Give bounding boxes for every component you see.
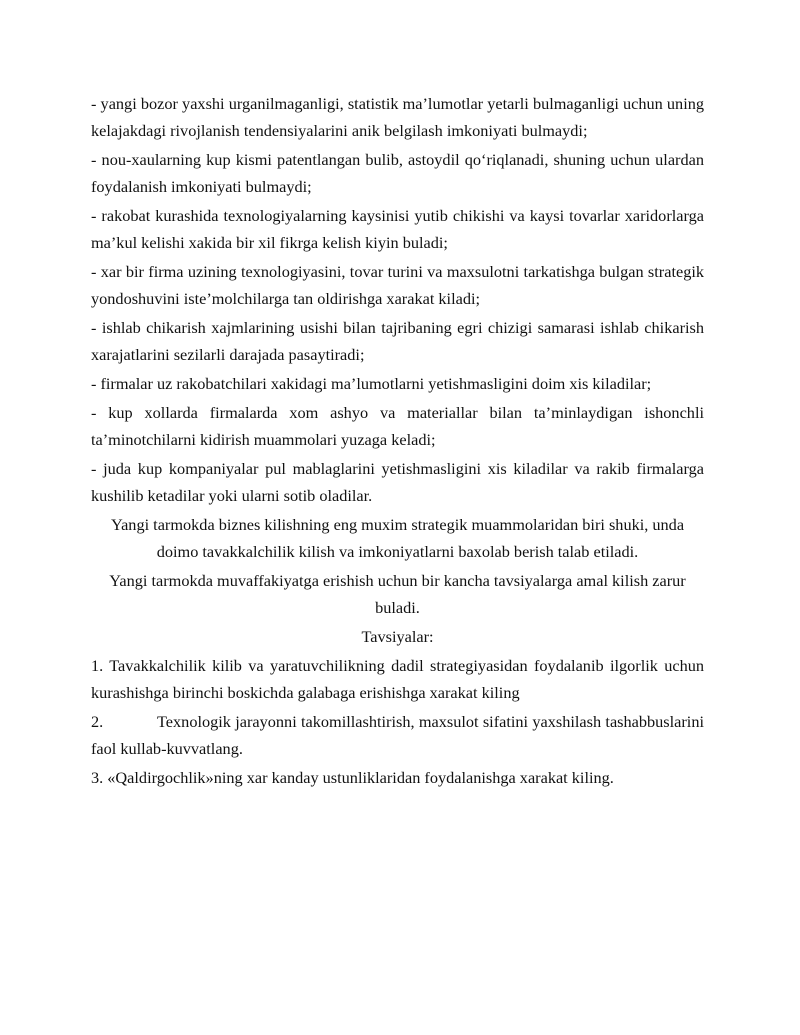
recommendation-text: Texnologik jarayonni takomillashtirish, maxsulot sifatini yaxshilash tashabbuslarini faol kullab-kuvvatlang. (91, 712, 704, 758)
recommendations-heading: Tavsiyalar: (361, 627, 434, 646)
recommendation-item: 3. «Qaldirgochlik»ning xar kanday ustunliklaridan foydalanishga xarakat kiling. (91, 768, 614, 787)
bullet-paragraph: - juda kup kompaniyalar pul mablaglarini yetishmasligini xis kiladilar va rakib firmalarga kushilib ketadilar yoki ularni sotib oladilar. (91, 459, 704, 505)
bullet-paragraph: - xar bir firma uzining texnologiyasini, tovar turini va maxsulotni tarkatishga bulgan strategik yondoshuvini iste’molchilarga tan oldirishga xarakat kiladi; (91, 262, 704, 308)
bullet-paragraph: - ishlab chikarish xajmlarining usishi bilan tajribaning egri chizigi samarasi ishlab chikarish xarajatlarini sezilarli darajada pasaytiradi; (91, 318, 704, 364)
bullet-paragraph: - nou-xaularning kup kismi patentlangan bulib, astoydil qo‘riqlanadi, shuning uchun ulardan foydalanish imkoniyati bulmaydi; (91, 150, 704, 196)
recommendation-item: 1. Tavakkalchilik kilib va yaratuvchilikning dadil strategiyasidan foydalanib ilgorlik uchun kurashishga birinchi boskichda galabaga erishishga xarakat kiling (91, 656, 704, 702)
bullet-paragraph: - rakobat kurashida texnologiyalarning kaysinisi yutib chikishi va kaysi tovarlar xaridorlarga ma’kul kelishi xakida bir xil fikrga kelish kiyin buladi; (91, 206, 704, 252)
bullet-paragraph: - kup xollarda firmalarda xom ashyo va materiallar bilan ta’minlaydigan ishonchli ta’minotchilarni kidirish muammolari yuzaga keladi; (91, 403, 704, 449)
bullet-paragraph: - yangi bozor yaxshi urganilmaganligi, statistik ma’lumotlar yetarli bulmaganligi uchun uning kelajakdagi rivojlanish tendensiyalarini anik belgilash imkoniyati bulmaydi; (91, 94, 704, 140)
centered-paragraph: Yangi tarmokda muvaffakiyatga erishish uchun bir kancha tavsiyalarga amal kilish zarur buladi. (109, 571, 686, 617)
recommendation-item (91, 708, 704, 762)
recommendation-number: 2. (91, 712, 104, 731)
centered-paragraph: Yangi tarmokda biznes kilishning eng muxim strategik muammolaridan biri shuki, unda doimo tavakkalchilik kilish va imkoniyatlarni baxolab berish talab etiladi. (110, 515, 685, 561)
bullet-paragraph: - firmalar uz rakobatchilari xakidagi ma’lumotlarni yetishmasligini doim xis kiladilar; (91, 374, 652, 393)
document-page (91, 90, 704, 793)
